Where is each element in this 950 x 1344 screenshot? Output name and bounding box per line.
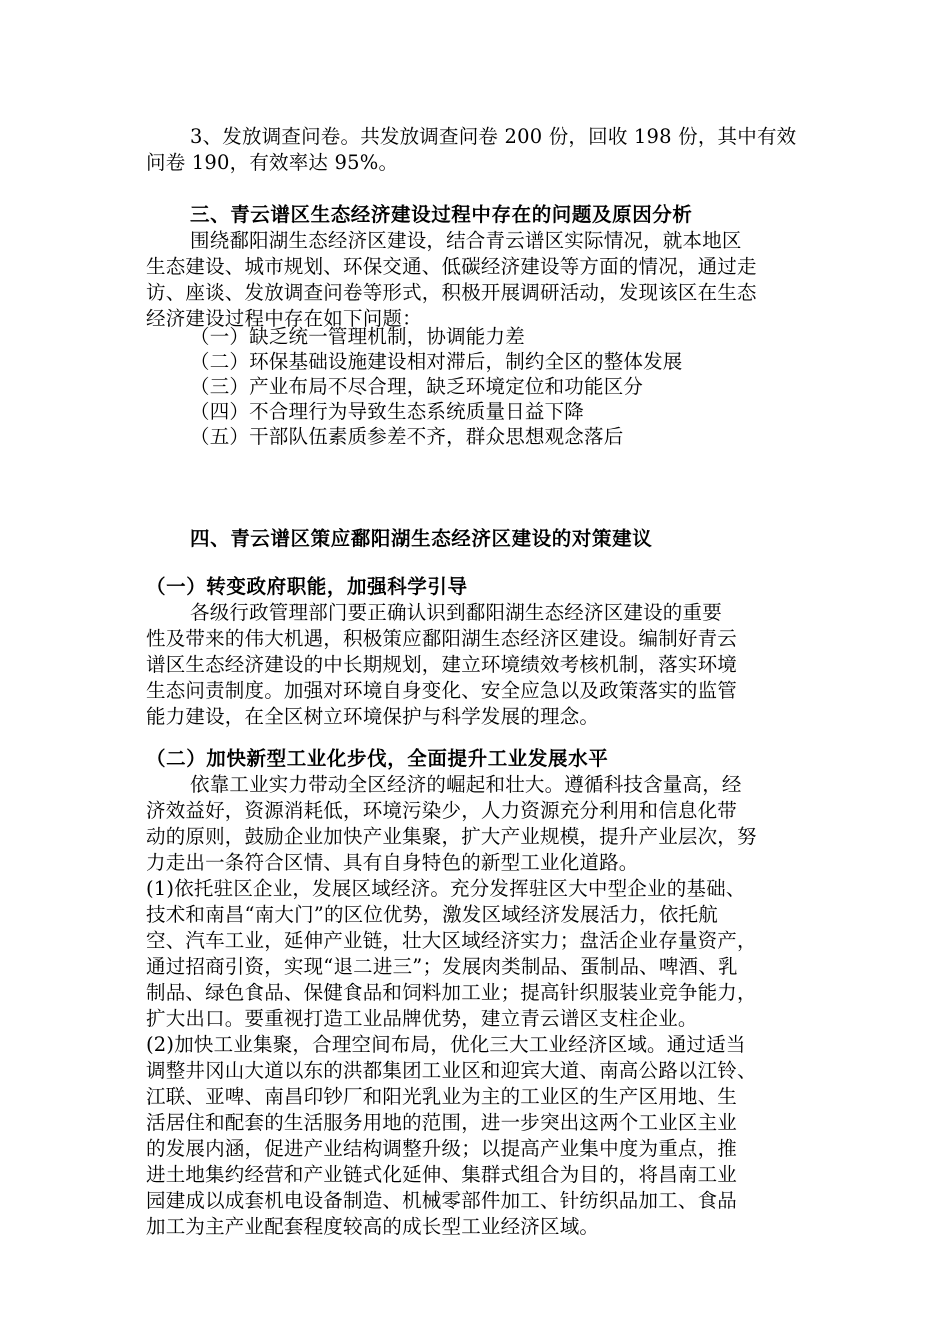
list-item: （五）干部队伍素质参差不齐，群众思想观念落后 xyxy=(190,425,624,448)
paragraph-line: 访、座谈、发放调查问卷等形式，积极开展调研活动，发现该区在生态 xyxy=(146,281,757,304)
list-item: （四）不合理行为导致生态系统质量日益下降 xyxy=(190,400,585,423)
paragraph-line: (2)加快工业集聚，合理空间布局，优化三大工业经济区域。通过适当 xyxy=(146,1033,746,1056)
paragraph-line: 问卷 190，有效率达 95%。 xyxy=(146,151,399,174)
paragraph-line: 技术和南昌“南大门”的区位优势，激发区域经济发展活力，依托航 xyxy=(146,903,718,926)
paragraph-line: 力走出一条符合区情、具有自身特色的新型工业化道路。 xyxy=(146,851,639,874)
paragraph-line: (1)依托驻区企业，发展区域经济。充分发挥驻区大中型企业的基础、 xyxy=(146,877,746,900)
paragraph-line: 活居住和配套的生活服务用地的范围，进一步突出这两个工业区主业 xyxy=(146,1111,738,1134)
section-heading: 三、青云谱区生态经济建设过程中存在的问题及原因分析 xyxy=(190,203,693,226)
list-item: （三）产业布局不尽合理，缺乏环境定位和功能区分 xyxy=(190,375,644,398)
paragraph-line: 性及带来的伟大机遇，积极策应鄱阳湖生态经济区建设。编制好青云 xyxy=(146,627,738,650)
list-item: （一）缺乏统一管理机制，协调能力差 xyxy=(190,325,525,348)
paragraph-line: 江联、亚啤、南昌印钞厂和阳光乳业为主的工业区的生产区用地、生 xyxy=(146,1085,738,1108)
paragraph-line: 制品、绿色食品、保健食品和饲料加工业；提高针织服装业竞争能力， xyxy=(146,981,757,1004)
section-heading: 四、青云谱区策应鄱阳湖生态经济区建设的对策建议 xyxy=(190,527,653,550)
paragraph-line: 生态问责制度。加强对环境自身变化、安全应急以及政策落实的监管 xyxy=(146,679,738,702)
paragraph-line: 谱区生态经济建设的中长期规划，建立环境绩效考核机制，落实环境 xyxy=(146,653,738,676)
paragraph-line: 加工为主产业配套程度较高的成长型工业经济区域。 xyxy=(146,1215,600,1238)
subsection-heading: （一）转变政府职能，加强科学引导 xyxy=(146,575,468,598)
paragraph-line: 围绕鄱阳湖生态经济区建设，结合青云谱区实际情况，就本地区 xyxy=(190,229,742,252)
paragraph-line: 依靠工业实力带动全区经济的崛起和壮大。遵循科技含量高，经 xyxy=(190,773,742,796)
paragraph-line: 动的原则，鼓励企业加快产业集聚，扩大产业规模，提升产业层次，努 xyxy=(146,825,757,848)
paragraph-line: 空、汽车工业，延伸产业链，壮大区域经济实力；盘活企业存量资产， xyxy=(146,929,757,952)
paragraph-line: 济效益好，资源消耗低，环境污染少，人力资源充分利用和信息化带 xyxy=(146,799,738,822)
paragraph-line: 扩大出口。要重视打造工业品牌优势，建立青云谱区支柱企业。 xyxy=(146,1007,698,1030)
subsection-heading: （二）加快新型工业化步伐，全面提升工业发展水平 xyxy=(146,747,609,770)
paragraph-line: 的发展内涵，促进产业结构调整升级；以提高产业集中度为重点，推 xyxy=(146,1137,738,1160)
paragraph-line: 生态建设、城市规划、环保交通、低碳经济建设等方面的情况，通过走 xyxy=(146,255,757,278)
paragraph-line: 各级行政管理部门要正确认识到鄱阳湖生态经济区建设的重要 xyxy=(190,601,722,624)
list-item: （二）环保基础设施建设相对滞后，制约全区的整体发展 xyxy=(190,350,683,373)
paragraph-line: 通过招商引资，实现“退二进三”；发展肉类制品、蛋制品、啤酒、乳 xyxy=(146,955,738,978)
paragraph-line: 调整井冈山大道以东的洪都集团工业区和迎宾大道、南高公路以江铃、 xyxy=(146,1059,757,1082)
paragraph-line: 经济建设过程中存在如下问题： xyxy=(146,307,422,330)
paragraph-line: 进土地集约经营和产业链式化延伸、集群式组合为目的，将昌南工业 xyxy=(146,1163,738,1186)
paragraph-line: 能力建设，在全区树立环境保护与科学发展的理念。 xyxy=(146,705,600,728)
paragraph-line: 3、发放调查问卷。共发放调查问卷 200 份，回收 198 份，其中有效 xyxy=(190,125,797,148)
paragraph-line: 园建成以成套机电设备制造、机械零部件加工、针纺织品加工、食品 xyxy=(146,1189,738,1212)
